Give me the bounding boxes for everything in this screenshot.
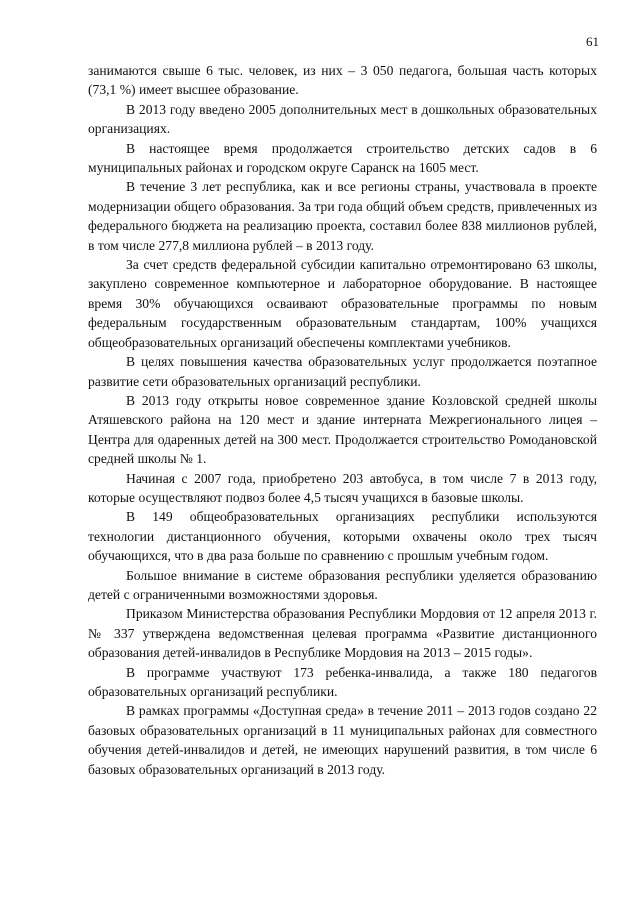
page-number: 61 xyxy=(586,34,599,49)
paragraph-preschool-places: В 2013 году введено 2005 дополнительных мест в дошкольных образовательных организациях. xyxy=(88,101,597,137)
paragraph-staff-education: занимаются свыше 6 тыс. человек, из них – 3 050 педагога, большая часть которых (73,1 %) имеет высшее образование. xyxy=(88,63,597,98)
paragraph-special-needs: Большое внимание в системе образования республики уделяется образованию детей с ограниченными возможностями здоровья. xyxy=(88,567,597,602)
paragraph-accessible-environment: В рамках программы «Доступная среда» в течение 2011 – 2013 годов создано 22 базовых образовательных организаций в 11 муниципальных районах для совместного обучения детей-инвалидов и детей, не имеющих нарушений развития, в том числе 6 базовых образовательных организаций в 2013 году. xyxy=(88,703,597,777)
paragraph-school-buses: Начиная с 2007 года, приобретено 203 автобуса, в том числе 7 в 2013 году, которые осуществляют подвоз более 4,5 тысяч учащихся в базовые школы. xyxy=(88,470,597,505)
paragraph-new-buildings: В 2013 году открыты новое современное здание Козловской средней школы Атяшевского района на 120 мест и здание интерната Межрегионального лицея – Центра для одаренных детей на 300 мест. Продолжается строительство Ромодановской средней школы № 1. xyxy=(88,392,597,467)
paragraph-federal-subsidy: За счет средств федеральной субсидии капитально отремонтировано 63 школы, закуплено современное компьютерное и лабораторное оборудование. В настоящее время 30% обучающихся осваивают образовательные программы по новым федеральным государственным образовательным стандартам, 100% учащихся общеобразовательных организаций обеспечены комплектами учебников. xyxy=(88,257,597,350)
paragraph-ministry-order: Приказом Министерства образования Республики Мордовия от 12 апреля 2013 г. № 337 утверждена ведомственная целевая программа «Развитие дистанционного образования детей-инвалидов в Республике Мордовия на 2013 – 2015 годы». xyxy=(88,606,597,661)
paragraph-modernization-project: В течение 3 лет республика, как и все регионы страны, участвовала в проекте модернизации общего образования. За три года общий объем средств, привлеченных из федерального бюджета на реализацию проекта, составил более 838 миллионов рублей, в том числе 277,8 миллиона рублей – в 2013 году. xyxy=(88,179,597,253)
paragraph-distance-learning: В 149 общеобразовательных организациях республики используются технологии дистанционного обучения, которыми охвачены около трех тысяч обучающихся, что в два раза больше по сравнению с прошлым учебным годом. xyxy=(88,509,597,564)
paragraph-program-participants: В программе участвуют 173 ребенка-инвалида, а также 180 педагогов образовательных организаций республики. xyxy=(88,664,597,699)
body-text xyxy=(88,61,597,779)
paragraph-kindergarten-construction: В настоящее время продолжается строительство детских садов в 6 муниципальных районах и городском округе Саранск на 1605 мест. xyxy=(88,140,597,176)
paragraph-quality-improvement: В целях повышения качества образовательных услуг продолжается поэтапное развитие сети образовательных организаций республики. xyxy=(88,354,597,389)
